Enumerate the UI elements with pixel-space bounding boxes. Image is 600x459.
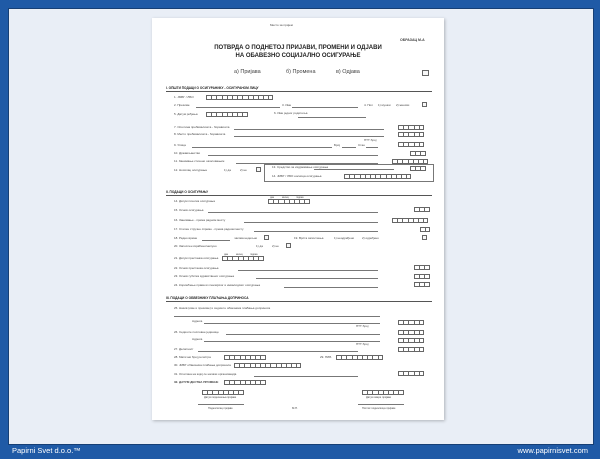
submission-date-boxes[interactable] (202, 390, 244, 395)
place-label: 8. Место пребивалишта - боравишта (174, 132, 226, 136)
submitter-signature-line[interactable] (198, 404, 244, 405)
part-time-label: 20. Запослен скраћено/непуно (174, 244, 217, 248)
org-municipality-field[interactable] (254, 376, 358, 377)
citizenship-field[interactable] (208, 155, 378, 156)
form-code: ОБРАЗАЦ М-А (400, 38, 425, 42)
unit-seat-label: 26. Седиште пословне јединице (174, 330, 219, 334)
name-field[interactable] (292, 107, 358, 108)
section3-header: III. ПОДАЦИ О ОБВЕЗНИКУ ПЛАЋАЊА ДОПРИНОСА (166, 296, 432, 302)
activity-boxes[interactable] (398, 347, 424, 352)
qualification-field[interactable] (254, 231, 378, 232)
ptt-label-1: ПТТ број (364, 138, 377, 142)
qualification-boxes[interactable] (420, 227, 430, 232)
parent-name-label: 6. Име једног родитеља (274, 111, 308, 115)
part-time-no[interactable]: 2) не (272, 244, 279, 248)
street-number-label: Број (334, 143, 340, 147)
employment-type-label: 19. Врста запослења (294, 236, 324, 240)
education-code-boxes[interactable] (392, 159, 428, 164)
street-number-field[interactable] (342, 147, 356, 148)
unit-address-label: Адреса (192, 337, 203, 341)
holder-yes[interactable]: 1) да (224, 168, 231, 172)
job-occupation-field[interactable] (244, 222, 378, 223)
qualification-label: 17. Степен стручне спреме - према радном месту (174, 227, 244, 231)
holder-checkbox[interactable] (256, 167, 261, 172)
payer-jmbg-boxes[interactable] (234, 363, 301, 368)
insurance-holder-label: 12. Носилац осигурања (174, 168, 207, 172)
pension-rights-field[interactable] (284, 287, 378, 288)
birthdate-boxes[interactable] (206, 112, 248, 117)
health-loss-label: 23. Основ губитка здравственог осигурања (174, 274, 235, 278)
place-field[interactable] (234, 136, 384, 137)
end-month-caption: месец (236, 253, 243, 256)
health-loss-field[interactable] (256, 278, 378, 279)
job-occupation-boxes[interactable] (392, 218, 428, 223)
start-date-label: 14. Датум почетка осигурања (174, 199, 215, 203)
payer-ptt-label: ПТТ број (356, 324, 369, 328)
payer-ptt-boxes[interactable] (398, 320, 424, 325)
activity-field[interactable] (198, 351, 358, 352)
insurance-basis-label: 15. Основ осигурања (174, 208, 204, 212)
receipt-place-label: Место за пријем (270, 23, 293, 27)
employment-type-checkbox[interactable] (422, 235, 427, 240)
company-name: Papirni Svet d.o.o.™ (12, 446, 81, 455)
submission-date-label: Датум подношења пријаве (204, 396, 237, 399)
surname-label: 2. Презиме (174, 103, 190, 107)
gender-female[interactable]: 2) женски (396, 103, 410, 107)
registry-number-boxes[interactable] (224, 355, 266, 360)
municipality-field[interactable] (234, 129, 384, 130)
employment-indefinite[interactable]: 1) неодређено (334, 236, 355, 240)
unit-seat-boxes[interactable] (398, 330, 424, 335)
birthdate-label: 5. Датум рођења (174, 112, 198, 116)
form-document (152, 18, 444, 420)
street-field[interactable] (192, 147, 332, 148)
working-hours-field[interactable] (202, 240, 230, 241)
verification-date-label: Датум овере пријаве (366, 396, 392, 399)
part-time-checkbox[interactable] (286, 243, 291, 248)
holder-jmbg-boxes[interactable] (344, 174, 411, 179)
option-change[interactable]: б) Промена (286, 69, 316, 75)
payer-name-field[interactable] (174, 316, 380, 317)
end-date-label: 21. Датум престанка осигурања (174, 256, 219, 260)
part-time-yes[interactable]: 1) да (256, 244, 263, 248)
stamp-label: М.П. (292, 406, 298, 410)
holder-no[interactable]: 2) не (240, 168, 247, 172)
org-municipality-label: 31. Општина на којој се налази организација (174, 372, 237, 376)
submitter-signature-right-line[interactable] (358, 404, 404, 405)
name-label: 3. Име (282, 103, 292, 107)
org-municipality-boxes[interactable] (398, 371, 424, 376)
citizenship-label: 10. Држављанство (174, 151, 201, 155)
insurance-basis-boxes[interactable] (414, 207, 430, 212)
end-date-boxes[interactable] (222, 256, 264, 261)
verification-date-boxes[interactable] (362, 390, 404, 395)
education-occupation-label: 11. Занимање стечено школовањем (174, 159, 225, 163)
working-hours-label: 18. Радно време (174, 236, 198, 240)
municipality-label: 7. Општина пребивалишта - боравишта (174, 125, 230, 129)
start-month-caption: месец (282, 196, 289, 199)
end-basis-field[interactable] (238, 270, 378, 271)
signature-label: Потпис подносиоца пријаве (362, 407, 396, 410)
unit-ptt-boxes[interactable] (398, 338, 424, 343)
apartment-label: Стан (358, 143, 365, 147)
unit-address-field[interactable] (204, 341, 380, 342)
hours-per-week-label: часова недељно (234, 236, 258, 240)
change-date-label: 32. ДАТУМ ДЕСТВА ПРОМЕНЕ (174, 380, 219, 384)
start-date-boxes[interactable] (268, 199, 310, 204)
website-link[interactable]: www.papirnisvet.com (517, 446, 588, 455)
activity-label: 27. Делатност (174, 347, 194, 351)
surname-field[interactable] (196, 107, 280, 108)
payer-address-field[interactable] (204, 323, 380, 324)
gender-male[interactable]: 1) мушки (378, 103, 391, 107)
unit-ptt-label: ПТТ број (356, 342, 369, 346)
change-date-boxes[interactable] (224, 380, 266, 385)
means-field[interactable] (314, 169, 394, 170)
end-basis-label: 22. Основ престанка осигурања (174, 266, 219, 270)
payer-address-label: Адреса (192, 319, 203, 323)
gender-label: 4. Пол (364, 103, 373, 107)
payer-name-label: 25. Назив (име и презиме) и седиште обвезника плаћања доприноса (174, 306, 271, 310)
option-checkbox[interactable] (422, 70, 429, 76)
means-code-boxes[interactable] (410, 166, 426, 171)
start-day-caption: дан (270, 196, 275, 199)
submitter-label: Подносилац пријаве (208, 407, 233, 410)
option-registration[interactable]: а) Пријава (234, 69, 261, 75)
job-occupation-label: 16. Занимање - према радном месту (174, 218, 226, 222)
section2-header: II. ПОДАЦИ О ОСИГУРАЊУ (166, 190, 432, 196)
registry-number-label: 28. Матични број регистра (174, 355, 211, 359)
pib-boxes[interactable] (336, 355, 383, 360)
option-deregistration[interactable]: в) Одјава (336, 69, 360, 75)
citizenship-code-boxes[interactable] (410, 151, 426, 156)
end-basis-boxes[interactable] (414, 265, 430, 270)
apartment-field[interactable] (366, 147, 378, 148)
insurance-basis-field[interactable] (208, 212, 378, 213)
health-loss-boxes[interactable] (414, 274, 430, 279)
section1-header: I. ОПШТИ ПОДАЦИ О ОСИГУРАНИКУ - ОСИГУРАНОМ ЛИЦУ (166, 86, 432, 92)
start-year-caption: година (296, 196, 304, 199)
place-code-boxes[interactable] (398, 132, 424, 137)
street-code-boxes[interactable] (398, 142, 424, 147)
gender-checkbox[interactable] (422, 102, 427, 107)
employment-fixed[interactable]: 2) одређено (362, 236, 379, 240)
means-label: 13. Средство за издржавање осигурања (272, 165, 329, 169)
end-year-caption: година (250, 253, 258, 256)
unit-seat-field[interactable] (226, 334, 380, 335)
jmbg-boxes[interactable] (206, 95, 273, 100)
holder-jmbg-label: 14. ЈМБГ / ЛБО носиоца осигурања (272, 174, 322, 178)
pension-rights-label: 24. Коришћење права из пензијског и инвалидског осигурања (174, 283, 261, 287)
pib-label: 29. ПИБ (320, 355, 332, 359)
footer-bar (0, 443, 600, 459)
jmbg-label: 1. ЈМБГ / ЛБО (174, 95, 194, 99)
form-title-line2: НА ОБАВЕЗНО СОЦИЈАЛНО ОСИГУРАЊЕ (235, 53, 361, 59)
end-day-caption: дан (224, 253, 229, 256)
form-title-line1: ПОТВРДА О ПОДНЕТОЈ ПРИЈАВИ, ПРОМЕНИ И ОДЈАВИ (214, 45, 382, 51)
street-label: 9. Улица (174, 143, 186, 147)
hours-checkbox[interactable] (264, 235, 269, 240)
parent-name-field[interactable] (298, 117, 366, 118)
payer-jmbg-label: 30. ЈМБГ обвезника плаћања доприноса (174, 363, 231, 367)
municipality-code-boxes[interactable] (398, 125, 424, 130)
pension-rights-boxes[interactable] (414, 282, 430, 287)
